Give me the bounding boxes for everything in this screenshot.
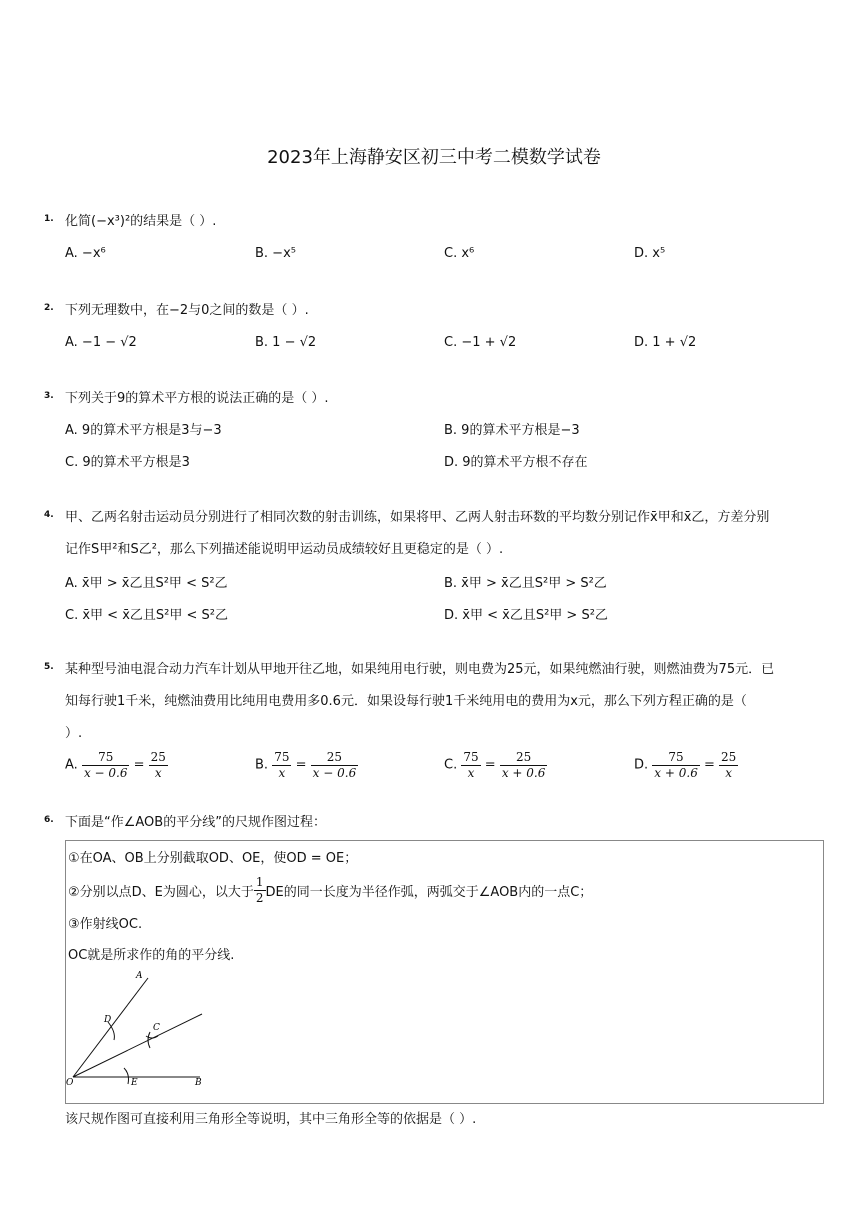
label-b: B	[195, 1078, 202, 1088]
question-number: 3.	[44, 391, 54, 401]
fraction-right	[311, 750, 359, 781]
step-2-text-b: DE的同一长度为半径作弧，两弧交于∠AOB内的一点C；	[265, 885, 593, 900]
equals-sign: =	[133, 757, 145, 773]
ray-oa	[73, 978, 148, 1077]
label-d: D	[104, 1015, 112, 1025]
option-c[interactable]: C. −1 + √2	[444, 335, 517, 350]
equals-sign: =	[703, 757, 715, 773]
option-d[interactable]: D. 9的算术平方根不存在	[444, 455, 588, 470]
ray-oc	[73, 1014, 202, 1077]
denominator: 2	[255, 891, 264, 905]
step-2	[68, 875, 592, 906]
label-a: A	[136, 971, 143, 981]
equals-sign: =	[295, 757, 307, 773]
label-e: E	[131, 1078, 138, 1088]
numerator: 75	[82, 750, 130, 766]
equals-sign: =	[484, 757, 496, 773]
label-o: O	[66, 1078, 74, 1088]
question-stem: 化简(−x³)²的结果是（ ）.	[65, 214, 217, 229]
option-a[interactable]	[65, 750, 168, 781]
fraction-left	[652, 750, 700, 781]
denominator: x + 0.6	[501, 766, 546, 780]
option-b[interactable]: B. −x⁵	[255, 246, 296, 261]
angle-bisector-figure	[66, 966, 216, 1088]
conclusion: OC就是所求作的角的平分线.	[68, 948, 235, 963]
step-2-text-a: ②分别以点D、E为圆心，以大于	[68, 885, 254, 900]
construction-box	[65, 840, 824, 1104]
option-label: C.	[444, 757, 458, 773]
option-d[interactable]: D. x̄甲 < x̄乙且S²甲 > S²乙	[444, 608, 608, 623]
denominator: x	[467, 766, 475, 780]
option-a[interactable]: A. x̄甲 > x̄乙且S²甲 < S²乙	[65, 576, 228, 591]
question-stem-line-1: 甲、乙两名射击运动员分别进行了相同次数的射击训练，如果将甲、乙两人射击环数的平均数分别记作x̄甲和x̄乙，方差分别	[65, 510, 770, 525]
question-stem: 下面是“作∠AOB的平分线”的尺规作图过程：	[65, 815, 326, 830]
option-d[interactable]	[634, 750, 738, 781]
denominator: x + 0.6	[654, 766, 698, 780]
option-c[interactable]: C. x⁶	[444, 246, 475, 261]
step-3: ③作射线OC.	[68, 917, 143, 932]
option-label: B.	[255, 757, 269, 773]
label-c: C	[153, 1023, 160, 1033]
question-number: 6.	[44, 815, 54, 825]
option-a[interactable]: A. −1 − √2	[65, 335, 137, 350]
option-c[interactable]	[444, 750, 547, 781]
question-stem-line-2: 知每行驶1千米，纯燃油费用比纯用电费用多0.6元．如果设每行驶1千米纯用电的费用为x元，那么下列方程正确的是（	[65, 694, 747, 709]
denominator: x − 0.6	[83, 766, 128, 780]
fraction-right	[500, 750, 548, 781]
question-stem: 下列关于9的算术平方根的说法正确的是（ ）.	[65, 391, 329, 406]
denominator: x	[154, 766, 162, 780]
denominator: x	[278, 766, 286, 780]
option-b[interactable]: B. x̄甲 > x̄乙且S²甲 > S²乙	[444, 576, 607, 591]
question-stem-line-2: 记作S甲²和S乙²，那么下列描述能说明甲运动员成绩较好且更稳定的是（ ）.	[65, 542, 504, 557]
numerator: 1	[255, 875, 264, 889]
denominator: x − 0.6	[312, 766, 357, 780]
question-stem-line-1: 某种型号油电混合动力汽车计划从甲地开往乙地，如果纯用电行驶，则电费为25元，如果纯燃油行驶，则燃油费为75元．已	[65, 662, 775, 677]
option-c[interactable]: C. x̄甲 < x̄乙且S²甲 < S²乙	[65, 608, 228, 623]
arc-e	[124, 1068, 129, 1084]
page-title: 2023年上海静安区初三中考二模数学试卷	[267, 147, 601, 168]
fraction-left	[82, 750, 130, 781]
question-number: 5.	[44, 662, 54, 672]
one-half-fraction	[254, 875, 266, 906]
option-b[interactable]: B. 1 − √2	[255, 335, 317, 350]
fraction-right	[149, 750, 168, 781]
option-label: D.	[634, 757, 649, 773]
fraction-right	[719, 750, 738, 781]
numerator: 75	[463, 750, 479, 764]
question-number: 2.	[44, 303, 54, 313]
fraction-left	[272, 750, 291, 781]
option-label: A.	[65, 757, 78, 773]
denominator: x	[725, 766, 733, 780]
numerator: 25	[721, 750, 737, 764]
option-b[interactable]	[255, 750, 358, 781]
option-d[interactable]: D. 1 + √2	[634, 335, 697, 350]
question-stem: 下列无理数中，在−2与0之间的数是（ ）.	[65, 303, 309, 318]
numerator: 25	[150, 750, 166, 764]
question-number: 1.	[44, 214, 54, 224]
fraction-left	[461, 750, 480, 781]
numerator: 25	[311, 750, 359, 766]
option-c[interactable]: C. 9的算术平方根是3	[65, 455, 190, 470]
numerator: 25	[500, 750, 548, 766]
question-6-prompt: 该尺规作图可直接利用三角形全等说明，其中三角形全等的依据是（ ）.	[65, 1112, 477, 1127]
question-stem-line-3: ）.	[65, 726, 83, 741]
question-number: 4.	[44, 510, 54, 520]
option-a[interactable]: A. 9的算术平方根是3与−3	[65, 423, 222, 438]
option-b[interactable]: B. 9的算术平方根是−3	[444, 423, 580, 438]
step-1: ①在OA、OB上分别截取OD、OE，使OD = OE；	[68, 851, 358, 866]
option-d[interactable]: D. x⁵	[634, 246, 666, 261]
numerator: 75	[652, 750, 700, 766]
numerator: 75	[274, 750, 290, 764]
option-a[interactable]: A. −x⁶	[65, 246, 106, 261]
